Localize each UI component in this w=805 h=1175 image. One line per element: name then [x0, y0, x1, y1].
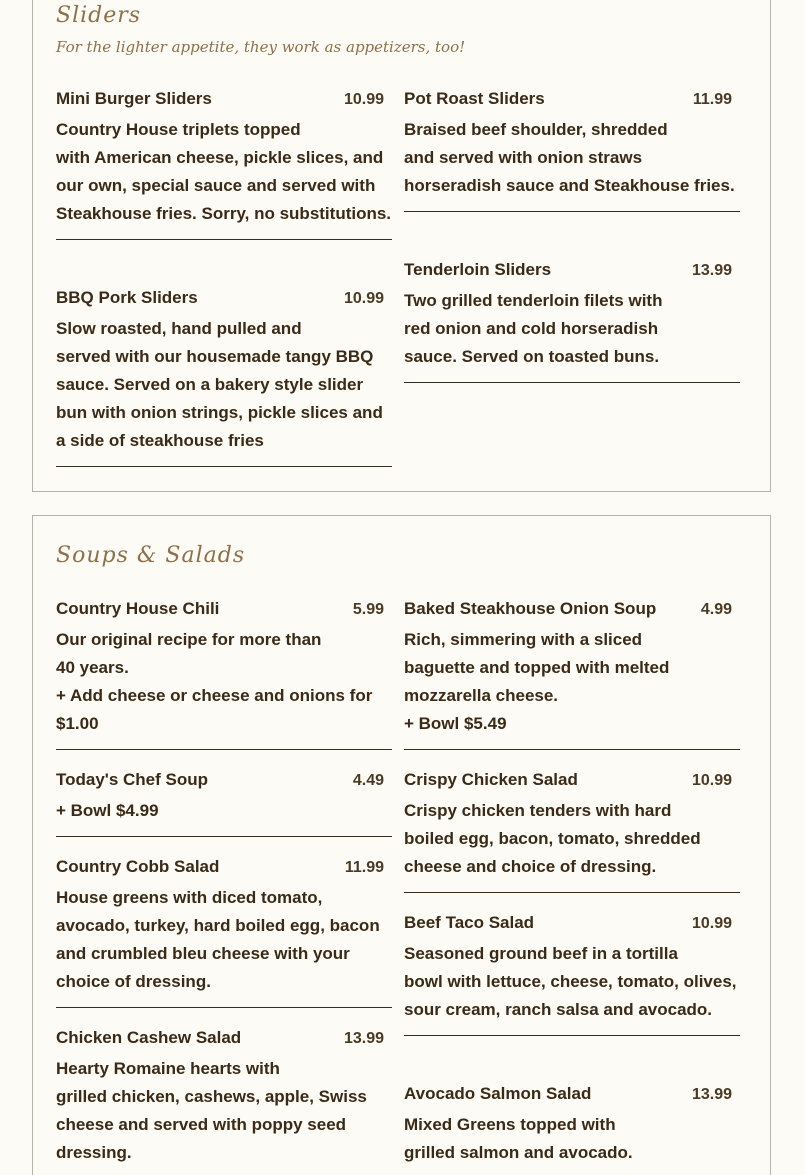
section-subtitle: For the lighter appetite, they work as appetizers, too!	[56, 38, 466, 56]
item-name: Country Cobb Salad	[56, 857, 220, 876]
description-line: and served with onion straws	[404, 148, 643, 167]
description-line: cheese and served with poppy seed	[56, 1115, 347, 1134]
item-description	[56, 884, 392, 996]
description-line: grilled chicken, cashews, apple, Swiss	[56, 1087, 367, 1106]
item-price: 4.99	[700, 601, 732, 618]
description-line: + Bowl $4.99	[56, 801, 159, 820]
item-name: Chicken Cashew Salad	[56, 1028, 242, 1047]
item-description	[404, 797, 740, 881]
description-line: grilled salmon and avocado.	[404, 1143, 633, 1162]
item-price: 5.99	[352, 601, 384, 618]
description-line: red onion and cold horseradish	[404, 319, 659, 338]
description-line: Mixed Greens topped with	[404, 1115, 616, 1134]
item-description	[56, 797, 392, 825]
description-line: House greens with diced tomato,	[56, 888, 323, 907]
item-price: 13.99	[691, 1086, 732, 1103]
item-description	[404, 116, 740, 200]
item-name: Country House Chili	[56, 599, 220, 618]
description-line: Two grilled tenderloin filets with	[404, 291, 663, 310]
description-line: sour cream, ranch salsa and avocado.	[404, 1000, 713, 1019]
description-line: Hearty Romaine hearts with	[56, 1059, 280, 1078]
description-line: sauce. Served on toasted buns.	[404, 347, 660, 366]
description-line: cheese and choice of dressing.	[404, 857, 657, 876]
description-line: + Add cheese or cheese and onions for	[56, 686, 373, 705]
item-price: 10.99	[343, 290, 384, 307]
item-divider	[404, 749, 740, 750]
description-line: bun with onion strings, pickle slices and	[56, 403, 383, 422]
item-description	[404, 1111, 740, 1167]
item-description	[56, 116, 392, 228]
description-line: and crumbled bleu cheese with your	[56, 944, 350, 963]
item-price: 10.99	[343, 91, 384, 108]
item-name: Pot Roast Sliders	[404, 89, 545, 108]
description-line: with American cheese, pickle slices, and	[56, 148, 384, 167]
item-price: 11.99	[344, 859, 384, 876]
item-price: 4.49	[352, 772, 384, 789]
description-line: Our original recipe for more than	[56, 630, 322, 649]
description-line: Slow roasted, hand pulled and	[56, 319, 302, 338]
item-divider	[56, 1007, 392, 1008]
item-price: 11.99	[692, 91, 732, 108]
section-title: Soups & Salads	[56, 543, 246, 568]
item-description	[404, 626, 740, 738]
item-name: Tenderloin Sliders	[404, 260, 552, 279]
item-price: 10.99	[691, 915, 732, 932]
item-price: 13.99	[691, 262, 732, 279]
item-name: Avocado Salmon Salad	[404, 1084, 592, 1103]
description-line: a side of steakhouse fries	[56, 431, 264, 450]
description-line: choice of dressing.	[56, 972, 211, 991]
description-line: Crispy chicken tenders with hard	[404, 801, 672, 820]
item-name: Mini Burger Sliders	[56, 89, 212, 108]
description-line: Rich, simmering with a sliced	[404, 630, 643, 649]
description-line: bowl with lettuce, cheese, tomato, olives,	[404, 972, 737, 991]
item-divider	[404, 1035, 740, 1036]
description-line: Braised beef shoulder, shredded	[404, 120, 668, 139]
description-line: baguette and topped with melted	[404, 658, 670, 677]
item-price: 10.99	[691, 772, 732, 789]
item-divider	[404, 892, 740, 893]
description-line: boiled egg, bacon, tomato, shredded	[404, 829, 701, 848]
item-name: Beef Taco Salad	[404, 913, 535, 932]
item-divider	[404, 211, 740, 212]
item-name: Crispy Chicken Salad	[404, 770, 578, 789]
description-line: mozzarella cheese.	[404, 686, 559, 705]
description-line: 40 years.	[56, 658, 129, 677]
item-divider	[404, 382, 740, 383]
description-line: avocado, turkey, hard boiled egg, bacon	[56, 916, 380, 935]
item-description	[404, 287, 740, 371]
item-name: Baked Steakhouse Onion Soup	[404, 599, 657, 618]
section-title: Sliders	[56, 3, 142, 28]
description-line: + Bowl $5.49	[404, 714, 507, 733]
item-name: BBQ Pork Sliders	[56, 288, 198, 307]
item-divider	[56, 466, 392, 467]
description-line: sauce. Served on a bakery style slider	[56, 375, 364, 394]
item-description	[56, 626, 392, 738]
description-line: horseradish sauce and Steakhouse fries.	[404, 176, 735, 195]
description-line: dressing.	[56, 1143, 132, 1162]
item-divider	[56, 239, 392, 240]
description-line: served with our housemade tangy BBQ	[56, 347, 374, 366]
description-line: Steakhouse fries. Sorry, no substitutions.	[56, 204, 392, 223]
item-divider	[56, 749, 392, 750]
item-description	[56, 315, 392, 455]
description-line: Country House triplets topped	[56, 120, 301, 139]
item-description	[56, 1055, 392, 1167]
item-name: Today's Chef Soup	[56, 770, 209, 789]
item-description	[404, 940, 740, 1024]
description-line: our own, special sauce and served with	[56, 176, 376, 195]
item-price: 13.99	[343, 1030, 384, 1047]
description-line: $1.00	[56, 714, 99, 733]
item-divider	[56, 836, 392, 837]
description-line: Seasoned ground beef in a tortilla	[404, 944, 678, 963]
